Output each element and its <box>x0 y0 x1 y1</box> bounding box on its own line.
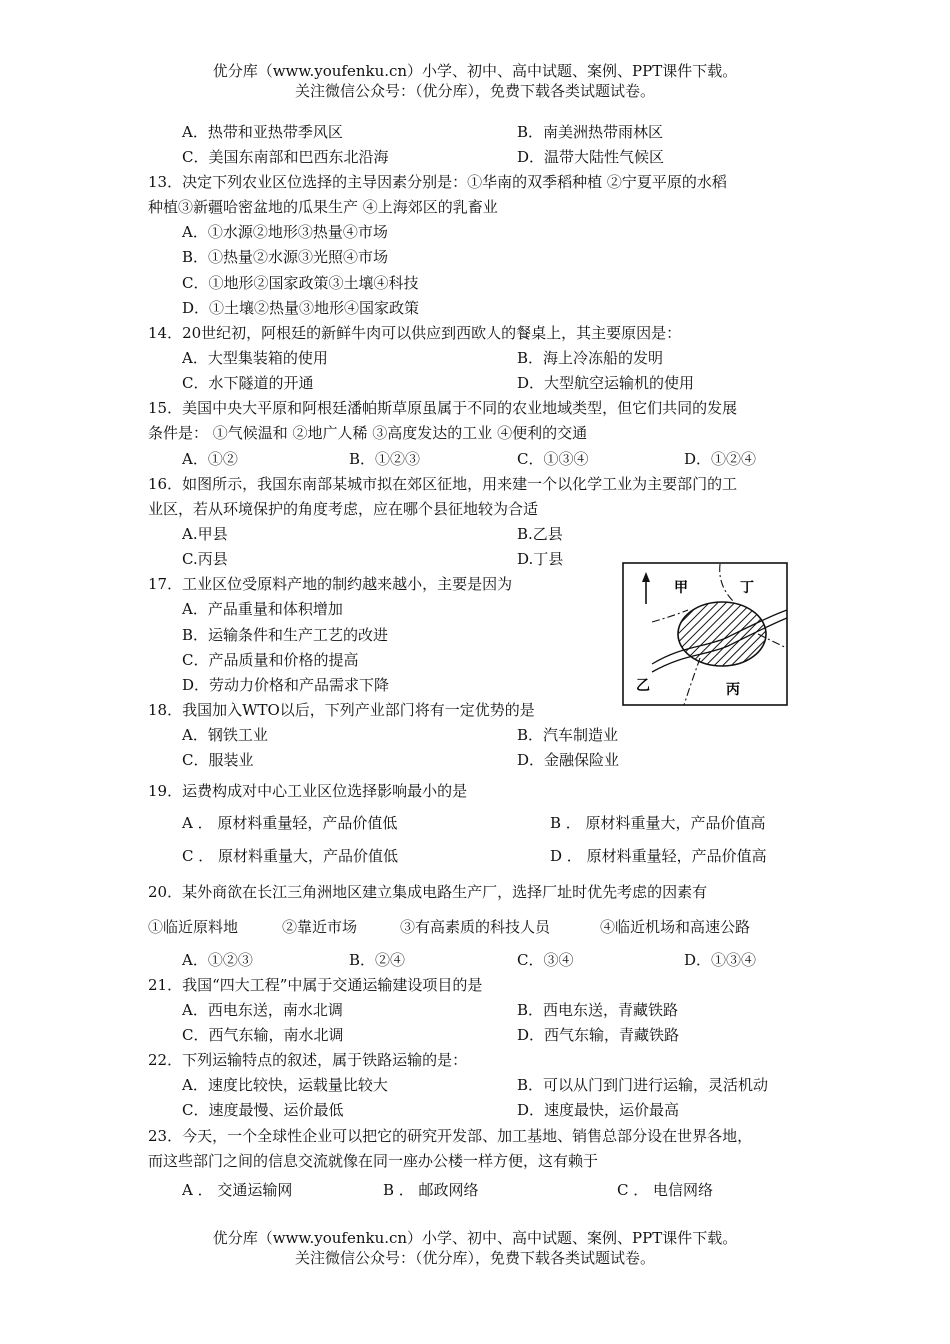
q22-option-a: A．速度比较快，运载量比较大 <box>182 1076 388 1094</box>
q23-stem-cont: 而这些部门之间的信息交流就像在同一座办公楼一样方便，这有赖于 <box>148 1152 599 1170</box>
q19-stem: 19．运费构成对中心工业区位选择影响最小的是 <box>148 782 468 800</box>
q22-option-c: C．速度最慢、运价最低 <box>182 1101 344 1119</box>
q17-option-c: C．产品质量和价格的提高 <box>182 651 359 669</box>
q14-option-c: C．水下隧道的开通 <box>182 374 314 392</box>
q16-option-b: B.乙县 <box>517 525 563 543</box>
county-map-figure <box>622 562 788 706</box>
q15-option-a: A．①② <box>182 450 238 468</box>
map-label-ding: 丁 <box>740 580 754 596</box>
q16-stem: 16．如图所示，我国东南部某城市拟在郊区征地，用来建一个以化学工业为主要部门的工 <box>148 475 738 493</box>
q15-option-b: B．①②③ <box>349 450 421 468</box>
q21-stem: 21．我国“四大工程”中属于交通运输建设项目的是 <box>148 976 483 994</box>
q17-option-d: D．劳动力价格和产品需求下降 <box>182 676 390 694</box>
q16-stem-cont: 业区，若从环境保护的角度考虑，应在哪个县征地较为合适 <box>148 500 539 518</box>
q16-option-a: A.甲县 <box>182 525 228 543</box>
q18-option-c: C．服装业 <box>182 751 254 769</box>
q18-option-a: A．钢铁工业 <box>182 726 268 744</box>
q13-stem: 13．决定下列农业区位选择的主导因素分别是：①华南的双季稻种植 ②宁夏平原的水稻 <box>148 173 727 191</box>
q20-option-c: C．③④ <box>517 951 574 969</box>
q13-stem-cont: 种植③新疆哈密盆地的瓜果生产 ④上海郊区的乳畜业 <box>148 198 498 216</box>
q13-option-a: A．①水源②地形③热量④市场 <box>182 223 388 241</box>
map-label-yi: 乙 <box>636 678 650 694</box>
q14-option-b: B．海上冷冻船的发明 <box>517 349 664 367</box>
q23-option-a: A ． 交通运输网 <box>182 1181 293 1199</box>
footer-line-1: 优分库（www.youfenku.cn）小学、初中、高中试题、案例、PPT课件下载。 <box>212 1229 738 1247</box>
q20-option-d: D．①③④ <box>684 951 757 969</box>
q15-stem-cont: 条件是： ①气候温和 ②地广人稀 ③高度发达的工业 ④便利的交通 <box>148 424 588 442</box>
q17-option-a: A．产品重量和体积增加 <box>182 600 343 618</box>
q21-option-d: D．西气东输，青藏铁路 <box>517 1026 680 1044</box>
header-line-1: 优分库（www.youfenku.cn）小学、初中、高中试题、案例、PPT课件下载。 <box>212 62 738 80</box>
q18-option-d: D．金融保险业 <box>517 751 620 769</box>
q16-option-c: C.丙县 <box>182 550 228 568</box>
q20-option-a: A．①②③ <box>182 951 253 969</box>
q19-option-a: A ． 原材料重量轻，产品价值低 <box>182 814 398 832</box>
q20-option-b: B．②④ <box>349 951 406 969</box>
q13-option-c: C．①地形②国家政策③土壤④科技 <box>182 274 419 292</box>
q23-stem: 23．今天，一个全球性企业可以把它的研究开发部、加工基地、销售总部分设在世界各地， <box>148 1127 753 1145</box>
q13-option-d: D．①土壤②热量③地形④国家政策 <box>182 299 420 317</box>
q20-factor-1: ①临近原料地 <box>148 918 239 936</box>
q21-option-a: A．西电东送，南水北调 <box>182 1001 343 1019</box>
q12-option-d: D．温带大陆性气候区 <box>517 148 665 166</box>
q14-option-a: A．大型集装箱的使用 <box>182 349 328 367</box>
q22-option-b: B．可以从门到门进行运输，灵活机动 <box>517 1076 769 1094</box>
q16-option-d: D.丁县 <box>517 550 564 568</box>
q21-option-c: C．西气东输，南水北调 <box>182 1026 344 1044</box>
header-line-2: 关注微信公众号：（优分库），免费下载各类试题试卷。 <box>294 82 655 100</box>
q18-stem: 18．我国加入WTO以后，下列产业部门将有一定优势的是 <box>148 701 535 719</box>
q20-factor-3: ③有高素质的科技人员 <box>400 918 551 936</box>
q14-option-d: D．大型航空运输机的使用 <box>517 374 695 392</box>
q18-option-b: B．汽车制造业 <box>517 726 619 744</box>
q23-option-c: C ． 电信网络 <box>617 1181 714 1199</box>
q22-option-d: D．速度最快，运价最高 <box>517 1101 680 1119</box>
q19-option-c: C ． 原材料重量大，产品价值低 <box>182 847 399 865</box>
q12-option-b: B．南美洲热带雨林区 <box>517 123 664 141</box>
q19-option-d: D ． 原材料重量轻，产品价值高 <box>550 847 767 865</box>
map-label-jia: 甲 <box>674 580 688 596</box>
q22-stem: 22．下列运输特点的叙述，属于铁路运输的是： <box>148 1051 468 1069</box>
q20-stem: 20．某外商欲在长江三角洲地区建立集成电路生产厂，选择厂址时优先考虑的因素有 <box>148 883 708 901</box>
map-label-bing: 丙 <box>726 682 740 698</box>
q23-option-b: B ． 邮政网络 <box>383 1181 479 1199</box>
q20-factor-4: ④临近机场和高速公路 <box>600 918 751 936</box>
q12-option-a: A．热带和亚热带季风区 <box>182 123 343 141</box>
q20-factor-2: ②靠近市场 <box>282 918 358 936</box>
footer-line-2: 关注微信公众号：（优分库），免费下载各类试题试卷。 <box>294 1249 655 1267</box>
q19-option-b: B ． 原材料重量大，产品价值高 <box>550 814 766 832</box>
q12-option-c: C．美国东南部和巴西东北沿海 <box>182 148 389 166</box>
q14-stem: 14．20世纪初，阿根廷的新鲜牛肉可以供应到西欧人的餐桌上，其主要原因是： <box>148 324 682 342</box>
q15-stem: 15．美国中央大平原和阿根廷潘帕斯草原虽属于不同的农业地域类型，但它们共同的发展 <box>148 399 738 417</box>
q17-stem: 17．工业区位受原料产地的制约越来越小，主要是因为 <box>148 575 513 593</box>
q17-option-b: B．运输条件和生产工艺的改进 <box>182 626 389 644</box>
q15-option-c: C．①③④ <box>517 450 589 468</box>
q21-option-b: B．西电东送，青藏铁路 <box>517 1001 679 1019</box>
q15-option-d: D．①②④ <box>684 450 757 468</box>
q13-option-b: B．①热量②水源③光照④市场 <box>182 248 389 266</box>
